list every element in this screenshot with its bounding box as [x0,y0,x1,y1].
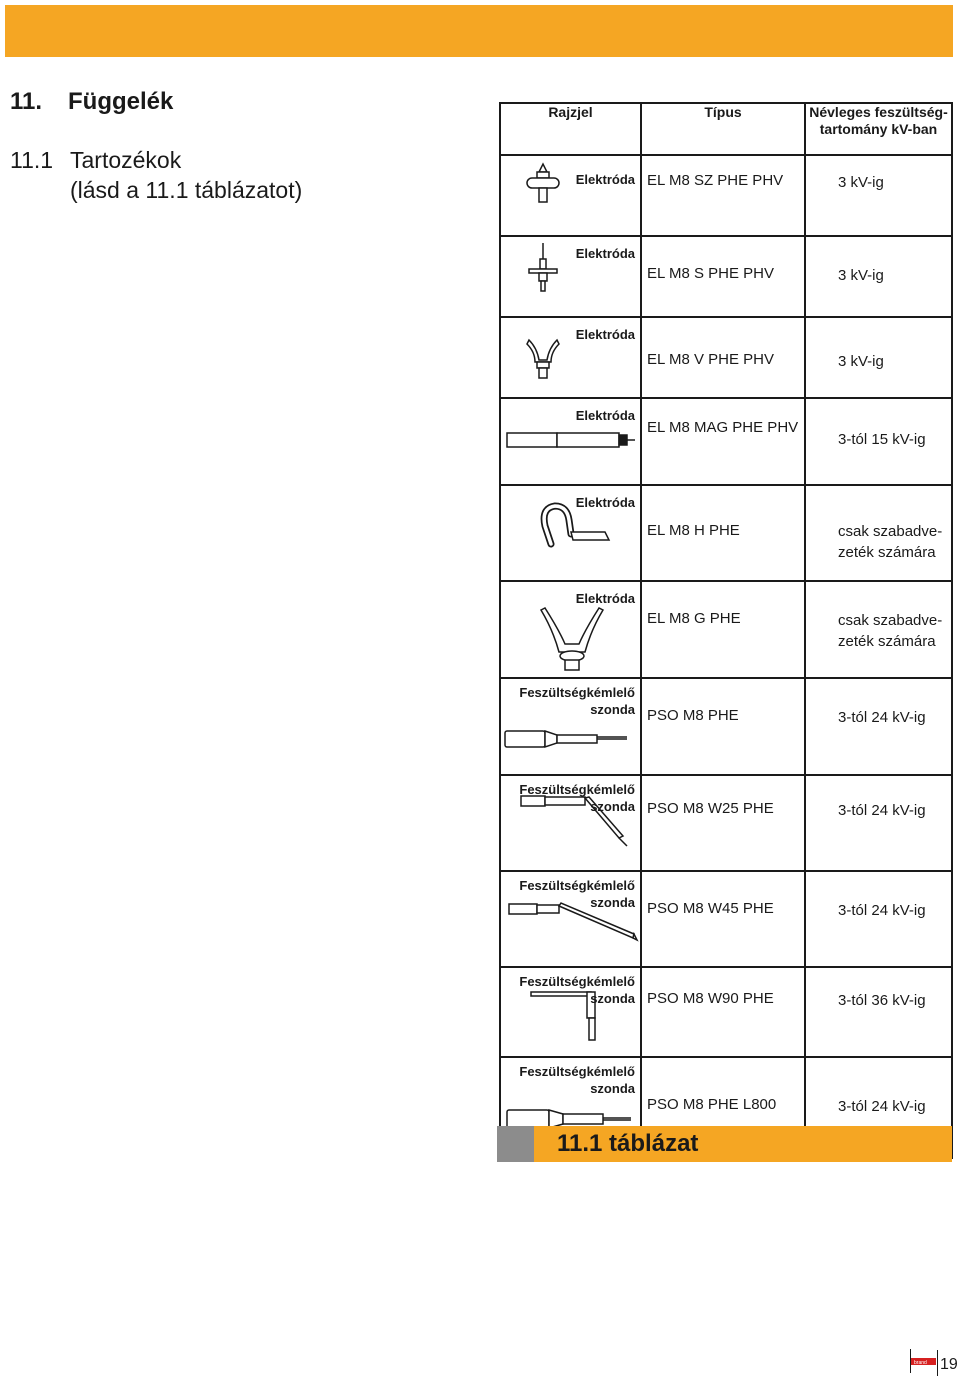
subsection-note: (lásd a 11.1 táblázatot) [70,177,303,203]
item-category [519,973,635,1007]
item-category [576,590,635,607]
item-type: PSO M8 W90 PHE [647,990,774,1007]
item-category-line2: szonda [590,895,635,910]
type-cell [641,871,805,967]
item-voltage-range [838,351,884,372]
drawing-cell [500,678,641,775]
item-category [519,1063,635,1097]
item-type: EL M8 V PHE PHV [647,351,774,368]
item-category-line1: Elektróda [575,327,635,342]
item-voltage-line2: zeték számára [838,544,936,561]
range-cell [805,485,952,581]
type-cell [641,775,805,871]
range-cell [805,155,952,236]
accessories-table [499,102,953,1159]
page-number: 19 [940,1356,958,1373]
drawing-cell [500,775,641,871]
item-category-line1: Feszültségkémlelő [519,782,635,797]
caption-marker [497,1126,534,1162]
type-cell [641,678,805,775]
item-category [519,781,635,815]
item-voltage-range [838,800,926,821]
table-row [500,155,952,236]
range-cell [805,398,952,485]
item-category-line1: Feszültségkémlelő [519,878,635,893]
header-drawing: Rajzjel [500,103,641,155]
type-cell [641,155,805,236]
type-cell [641,581,805,678]
item-voltage-line1: 3-tól 15 kV-ig [838,431,926,448]
item-voltage-range [838,1096,926,1117]
drawing-cell [500,155,641,236]
item-category-line1: Elektróda [575,246,635,261]
range-cell [805,581,952,678]
drawing-electrode-sz-icon [501,156,640,235]
item-type: PSO M8 W45 PHE [647,900,774,917]
header-bar [5,5,953,57]
drawing-cell [500,581,641,678]
item-category-line1: Elektróda [575,591,635,606]
type-cell [641,317,805,398]
table-row [500,967,952,1057]
item-voltage-line1: 3 kV-ig [838,174,884,191]
item-voltage-line1: 3 kV-ig [838,267,884,284]
item-category-line1: Elektróda [575,495,635,510]
table-row [500,398,952,485]
header-voltage: Névleges feszültség- tartomány kV-ban [805,103,952,155]
item-category [519,877,635,911]
table-row [500,317,952,398]
table-row [500,581,952,678]
brand-logo-icon [910,1349,936,1373]
drawing-cell [500,398,641,485]
item-category-line1: Elektróda [575,172,635,187]
item-category-line2: szonda [590,991,635,1006]
item-category [576,407,635,424]
caption-text: 11.1 táblázat [557,1130,699,1157]
item-voltage-range [838,265,884,286]
type-cell [641,485,805,581]
range-cell [805,317,952,398]
item-category-line2: szonda [590,702,635,717]
table-row [500,775,952,871]
type-cell [641,236,805,317]
item-voltage-range [838,521,942,563]
item-type: EL M8 S PHE PHV [647,265,774,282]
item-category [576,326,635,343]
item-voltage-range [838,990,926,1011]
subsection-heading: 11.1 Tartozékok [10,147,182,173]
svg-text:brand: brand [914,1360,927,1366]
item-type: PSO M8 PHE [647,707,739,724]
range-cell [805,236,952,317]
section-heading: 11. Függelék [10,88,174,115]
range-cell [805,871,952,967]
item-voltage-line1: 3 kV-ig [838,353,884,370]
item-category [576,245,635,262]
table-caption [497,1126,952,1162]
item-category-line1: Feszültségkémlelő [519,685,635,700]
item-category-line2: szonda [590,799,635,814]
range-cell [805,678,952,775]
table-row [500,871,952,967]
item-voltage-line1: 3-tól 24 kV-ig [838,709,926,726]
drawing-cell [500,871,641,967]
drawing-cell [500,485,641,581]
item-voltage-line1: csak szabadve- [838,523,943,540]
table-row [500,236,952,317]
item-voltage-line1: csak szabadve- [838,612,943,629]
type-cell [641,967,805,1057]
item-category-line1: Feszültségkémlelő [519,1064,635,1079]
drawing-cell [500,317,641,398]
table-header-row [500,103,952,155]
item-type: EL M8 MAG PHE PHV [647,419,799,436]
item-category-line1: Feszültségkémlelő [519,974,635,989]
item-voltage-line1: 3-tól 36 kV-ig [838,992,926,1009]
item-category [576,171,635,188]
drawing-cell [500,967,641,1057]
item-voltage-range [838,429,926,450]
table-row [500,485,952,581]
page-divider [937,1350,938,1376]
type-cell [641,398,805,485]
item-voltage-range [838,900,926,921]
item-voltage-range [838,172,884,193]
item-type: PSO M8 W25 PHE [647,800,774,817]
item-type: EL M8 G PHE [647,610,741,627]
table-row [500,678,952,775]
item-voltage-line2: zeték számára [838,633,936,650]
header-type: Típus [641,103,805,155]
item-voltage-line1: 3-tól 24 kV-ig [838,802,926,819]
item-category [519,684,635,718]
item-voltage-line1: 3-tól 24 kV-ig [838,902,926,919]
item-category-line1: Elektróda [575,408,635,423]
item-category-line2: szonda [590,1081,635,1096]
range-cell [805,967,952,1057]
item-category [576,494,635,511]
drawing-cell [500,236,641,317]
item-type: PSO M8 PHE L800 [647,1096,777,1113]
item-voltage-range [838,707,926,728]
item-voltage-line1: 3-tól 24 kV-ig [838,1098,926,1115]
item-voltage-range [838,610,942,652]
range-cell [805,775,952,871]
item-type: EL M8 SZ PHE PHV [647,172,784,189]
item-type: EL M8 H PHE [647,522,740,539]
